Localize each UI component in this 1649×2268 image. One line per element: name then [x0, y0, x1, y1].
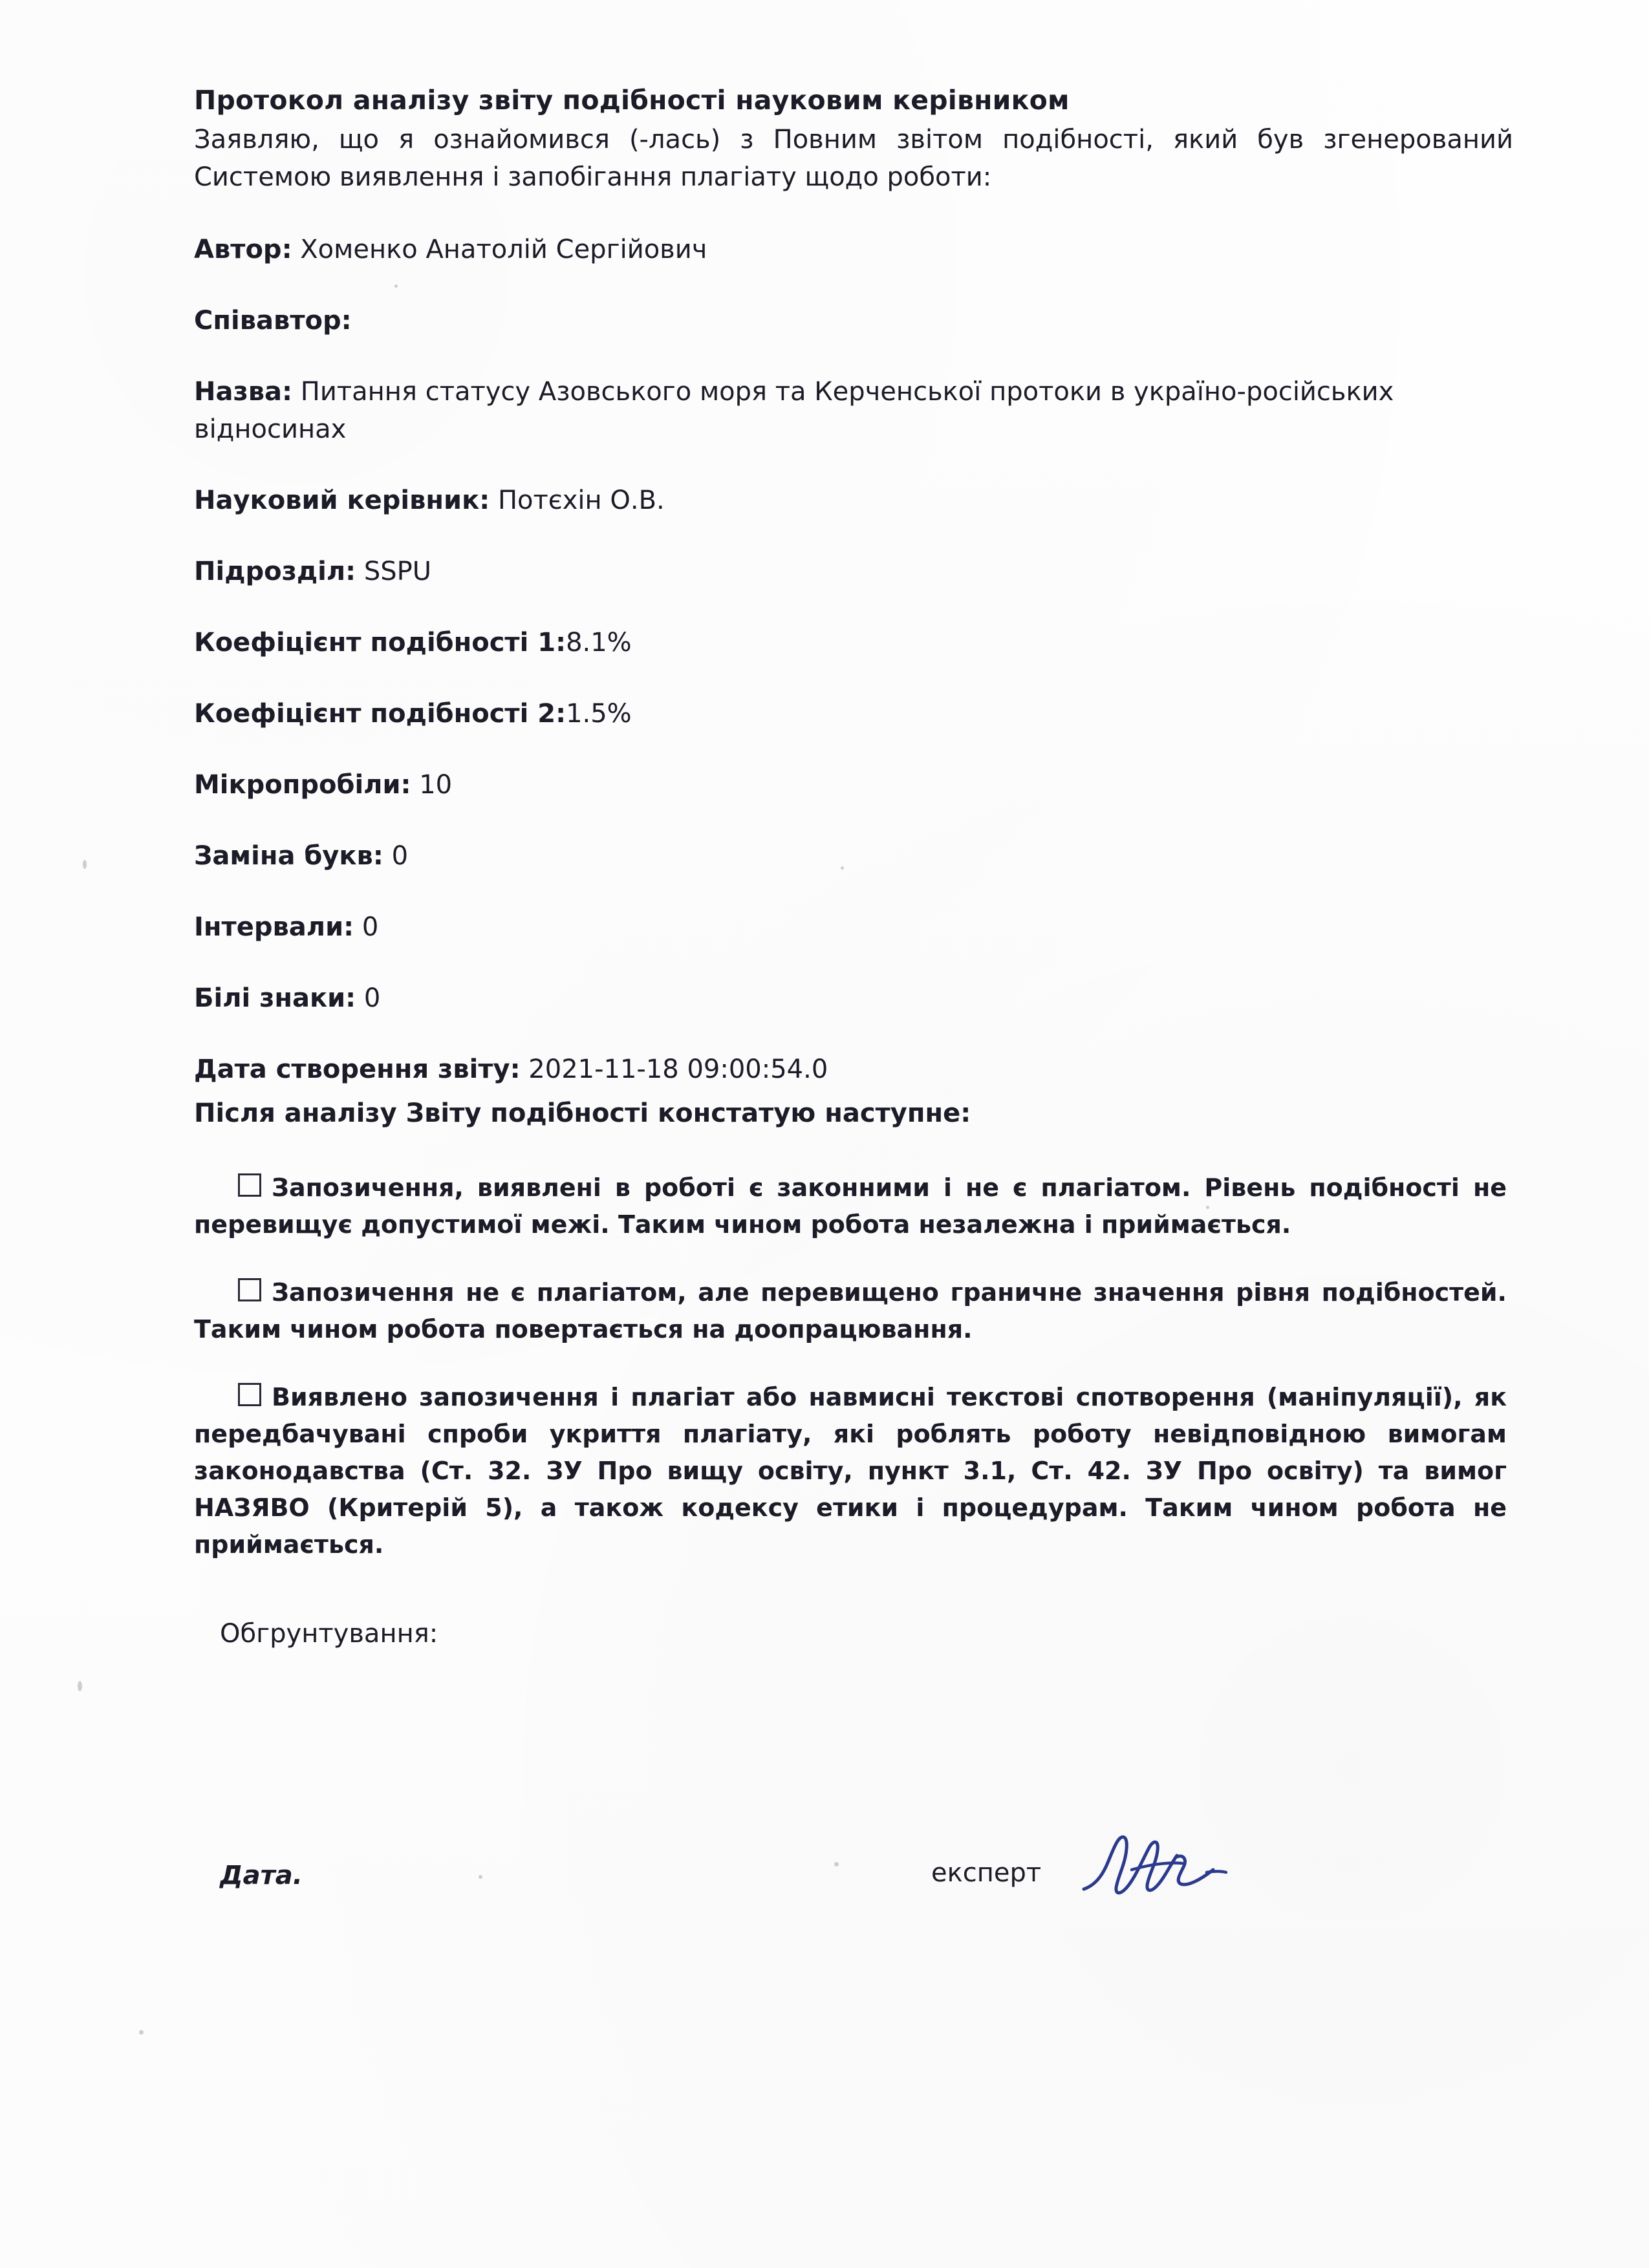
field-similarity-2-value: 1.5% [566, 699, 632, 729]
signature-row [220, 1849, 1455, 1920]
scan-speckle [139, 2030, 144, 2035]
field-supervisor-label: Науковий керівник: [194, 486, 490, 516]
field-report-date [194, 1051, 1526, 1088]
field-micro-spaces-value: 10 [419, 770, 453, 800]
field-intervals-value: 0 [361, 912, 379, 943]
field-department-label: Підрозділ: [194, 557, 356, 587]
field-coauthor [194, 302, 1526, 339]
field-report-date-label: Дата створення звіту: [194, 1054, 521, 1085]
field-supervisor-value: Потєхін О.В. [497, 486, 665, 516]
field-coauthor-label: Співавтор: [194, 306, 352, 336]
field-supervisor [194, 482, 1526, 519]
field-similarity-1-label: Коефіцієнт подібності 1: [194, 628, 566, 658]
field-letter-substitution-label: Заміна букв: [194, 841, 383, 872]
scan-speckle [78, 1681, 82, 1691]
field-work-title [194, 373, 1461, 448]
scan-speckle [83, 860, 87, 869]
field-similarity-1-value: 8.1% [566, 628, 632, 658]
field-micro-spaces [194, 766, 1526, 804]
field-similarity-1 [194, 624, 1526, 661]
field-similarity-2 [194, 695, 1526, 733]
statement-option-1-text: Запозичення, виявлені в роботі є законними і не є плагіатом. Рівень подібності не перевищує допустимої межі. Таким чином робота незалежна і приймається. [194, 1173, 1507, 1239]
field-intervals-label: Інтервали: [194, 912, 354, 943]
field-letter-substitution-value: 0 [391, 841, 409, 872]
checkbox-option-2[interactable] [238, 1278, 261, 1301]
field-work-title-value: Питання статусу Азовського моря та Керченської протоки в україно-російських відносинах [194, 377, 1394, 445]
field-department [194, 553, 1526, 590]
statement-option-1 [194, 1170, 1507, 1243]
checkbox-option-3[interactable] [238, 1383, 261, 1406]
expert-label: експерт [931, 1858, 1042, 1888]
field-report-date-value: 2021-11-18 09:00:54.0 [528, 1054, 828, 1085]
field-department-value: SSPU [363, 557, 432, 587]
field-author-label: Автор: [194, 235, 292, 265]
statement-option-2-text: Запозичення не є плагіатом, але перевищено граничне значення рівня подібностей. Таким чином робота повертається на доопрацювання. [194, 1278, 1507, 1344]
field-author [194, 231, 1526, 268]
field-white-characters-label: Білі знаки: [194, 983, 356, 1014]
declaration-paragraph: Заявляю, що я ознайомився (-лась) з Повним звітом подібності, який був згенерований Системою виявлення і запобігання плагіату щодо роботи: [194, 125, 1513, 193]
page-title: Протокол аналізу звіту подібності науковим керівником [194, 85, 1070, 116]
statement-option-3-text: Виявлено запозичення і плагіат або навмисні текстові спотворення (маніпуляції), як передбачувані спроби укриття плагіату, які роблять роботу невідповідною вимогам законодавства (Ст. 32. ЗУ Про вищу освіту, пункт 3.1, Ст. 42. ЗУ Про освіту) та вимог НАЗЯВО (Критерій 5), а також кодексу етики і процедурам. Таким чином робота не приймається. [194, 1383, 1507, 1559]
field-work-title-label: Назва: [194, 377, 293, 407]
after-analysis-text: Після аналізу Звіту подібності констатую наступне: [194, 1098, 971, 1129]
statement-option-2 [194, 1274, 1507, 1348]
justification-label: Обгрунтування: [220, 1619, 438, 1649]
handwritten-signature-icon [1080, 1827, 1229, 1905]
checkbox-option-1[interactable] [238, 1173, 261, 1197]
field-similarity-2-label: Коефіцієнт подібності 2: [194, 699, 566, 729]
field-intervals [194, 908, 1526, 946]
field-white-characters-value: 0 [363, 983, 381, 1014]
field-white-characters [194, 979, 1526, 1017]
field-letter-substitution [194, 837, 1526, 875]
date-label: Дата. [220, 1861, 303, 1890]
document-body [194, 84, 1526, 1649]
field-micro-spaces-label: Мікропробіли: [194, 770, 411, 800]
statement-option-3 [194, 1379, 1507, 1563]
field-author-value: Хоменко Анатолій Сергійович [300, 235, 707, 265]
